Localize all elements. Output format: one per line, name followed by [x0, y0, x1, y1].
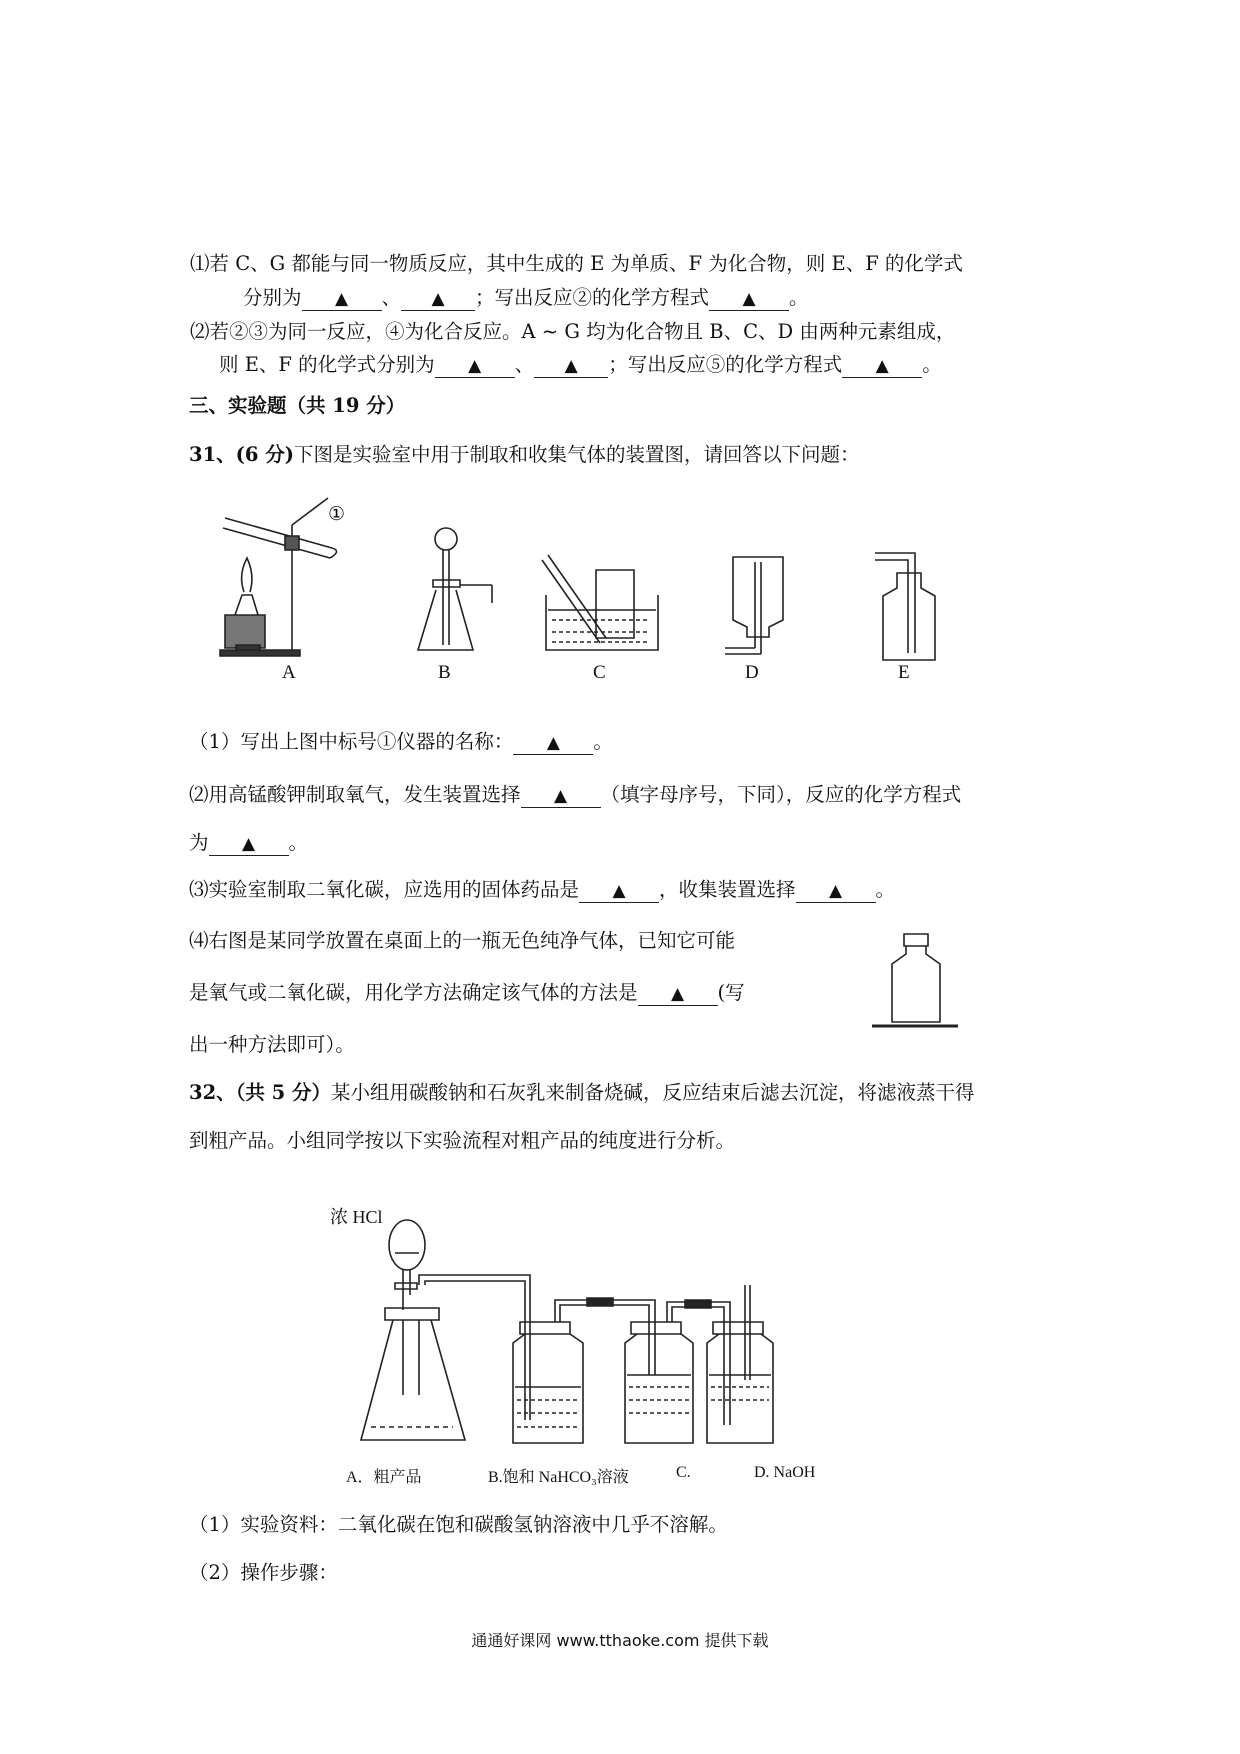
q32-sub2: （2）操作步骤：: [189, 1561, 338, 1584]
q31-sub2-line1: ⑵用高锰酸钾制取氧气，发生装置选择 ▲ （填字母序号，下同），反应的化学方程式: [189, 783, 962, 806]
answer-blank[interactable]: ▲: [209, 832, 289, 856]
label-e: E: [898, 662, 910, 683]
label-b-nahco3: B.饱和 NaHCO₃溶液: [488, 1469, 629, 1486]
q32-apparatus-diagram: [355, 1215, 825, 1455]
apparatus-e-diagram: [875, 548, 945, 663]
label-b: B: [438, 662, 451, 683]
apparatus-d-diagram: [725, 552, 793, 657]
answer-blank[interactable]: ▲: [638, 982, 718, 1006]
label-c: C: [593, 662, 606, 683]
marker-1: ①: [328, 504, 346, 525]
q31-stem: 31、(6 分)下图是实验室中用于制取和收集气体的装置图，请回答以下问题：: [189, 443, 860, 466]
label-c: C.: [676, 1464, 691, 1481]
apparatus-b-diagram: [418, 525, 498, 655]
label-a-crude-product: A．粗产品: [346, 1469, 422, 1486]
q31-sub2-line2: 为 ▲ 。: [189, 831, 309, 854]
answer-blank[interactable]: ▲: [796, 879, 876, 903]
apparatus-c-diagram: [538, 550, 663, 658]
gas-bottle-diagram: [870, 932, 960, 1032]
answer-blank[interactable]: ▲: [521, 784, 601, 808]
page-footer: 通通好课网 www.tthaoke.com 提供下载: [471, 1631, 769, 1650]
section-title: 三、实验题（共 19 分）: [189, 394, 406, 417]
answer-blank[interactable]: ▲: [513, 731, 593, 755]
answer-blank[interactable]: ▲: [401, 287, 475, 311]
q30-part2-line1: ⑵若②③为同一反应，④为化合反应。A ~ G 均为化合物且 B、C、D 由两种元素组成，: [190, 320, 956, 343]
q32-stem-line2: 到粗产品。小组同学按以下实验流程对粗产品的纯度进行分析。: [189, 1129, 736, 1152]
q31-sub4-line1: ⑷右图是某同学放置在桌面上的一瓶无色纯净气体，已知它可能: [189, 929, 736, 952]
label-a: A: [282, 662, 296, 683]
reagent-label: 浓 HCl: [330, 1207, 383, 1227]
q31-sub1: （1）写出上图中标号①仪器的名称： ▲ 。: [189, 730, 613, 753]
label-d: D: [745, 662, 759, 683]
q31-sub3: ⑶实验室制取二氧化碳，应选用的固体药品是 ▲ ，收集装置选择 ▲ 。: [189, 878, 896, 901]
answer-blank[interactable]: ▲: [579, 879, 659, 903]
q30-part1-line1: ⑴若 C、G 都能与同一物质反应，其中生成的 E 为单质、F 为化合物，则 E、F 的化学式: [190, 252, 963, 275]
q31-sub4-line2: 是氧气或二氧化碳，用化学方法确定该气体的方法是 ▲ (写: [189, 981, 745, 1004]
q32-stem-line1: 32、（共 5 分）某小组用碳酸钠和石灰乳来制备烧碱，反应结束后滤去沉淀，将滤液蒸干得: [189, 1081, 975, 1104]
label-d-naoh: D. NaOH: [754, 1464, 816, 1481]
answer-blank[interactable]: ▲: [842, 354, 922, 378]
q30-part2-line2: 则 E、F 的化学式分别为 ▲ 、 ▲ ；写出反应⑤的化学方程式 ▲ 。: [219, 353, 942, 376]
q32-sub1: （1）实验资料：二氧化碳在饱和碳酸氢钠溶液中几乎不溶解。: [189, 1513, 728, 1536]
answer-blank[interactable]: ▲: [709, 287, 789, 311]
q31-sub4-line3: 出一种方法即可）。: [189, 1033, 355, 1056]
answer-blank[interactable]: ▲: [435, 354, 515, 378]
q30-part1-line2: 分别为 ▲ 、 ▲ ；写出反应②的化学方程式 ▲ 。: [243, 286, 809, 309]
answer-blank[interactable]: ▲: [534, 354, 608, 378]
answer-blank[interactable]: ▲: [302, 287, 382, 311]
